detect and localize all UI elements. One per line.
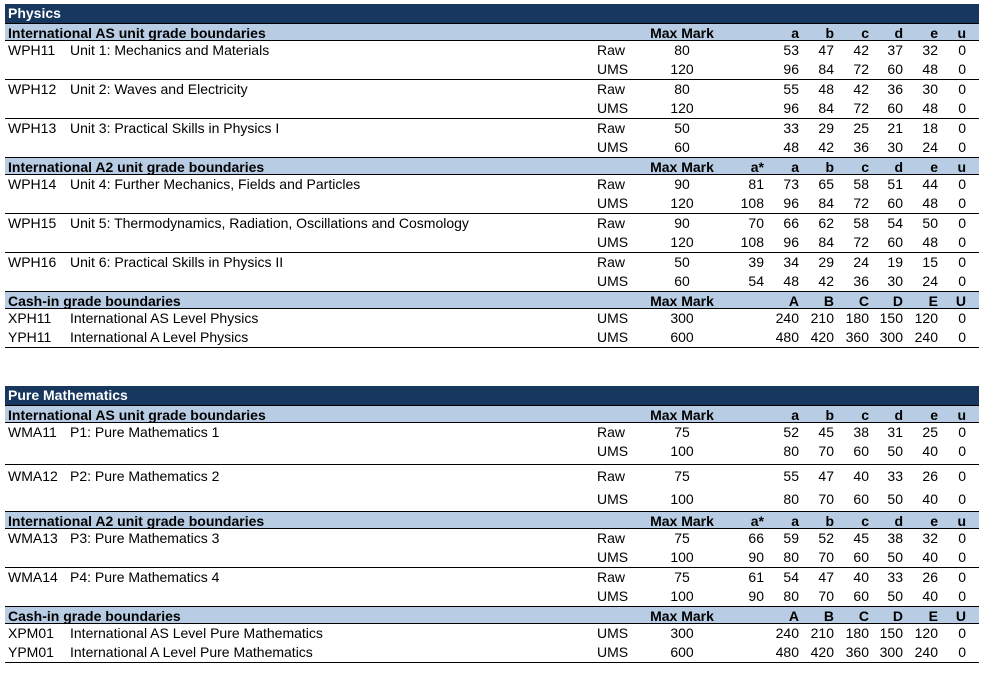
pure-mathematics-section bbox=[5, 386, 979, 663]
table-row: UMS 100 90 80 70 60 50 40 0 bbox=[5, 548, 979, 568]
section-title: Pure Mathematics bbox=[5, 386, 979, 405]
cash-in-header-row: Cash-in grade boundaries Max Mark A B C D E U bbox=[5, 291, 979, 309]
table-row: UMS 100 80 70 60 50 40 0 bbox=[5, 442, 979, 465]
as-header-row: International AS unit grade boundaries Max Mark a b c d e u bbox=[5, 23, 979, 41]
table-row: XPH11 International AS Level Physics UMS 300 240 210 180 150 120 0 bbox=[8, 310, 966, 326]
as-header-row: International AS unit grade boundaries Max Mark a b c d e u bbox=[5, 405, 979, 423]
table-row: UMS 100 80 70 60 50 40 0 bbox=[597, 491, 966, 507]
table-row: YPM01 International A Level Pure Mathematics UMS 600 480 420 360 300 240 0 bbox=[5, 643, 979, 663]
table-row: WPH12 Unit 2: Waves and Electricity Raw 80 55 48 42 36 30 0 bbox=[8, 81, 966, 97]
section-title: Physics bbox=[5, 4, 979, 23]
table-row: WMA14 P4: Pure Mathematics 4 Raw 75 61 54 47 40 33 26 0 bbox=[8, 569, 966, 585]
table-row: UMS 120 108 96 84 72 60 48 0 bbox=[5, 233, 979, 253]
table-row: UMS 60 48 42 36 30 24 0 bbox=[597, 139, 966, 155]
table-row: UMS 120 96 84 72 60 48 0 bbox=[5, 60, 979, 80]
table-row: UMS 100 90 80 70 60 50 40 0 bbox=[597, 588, 966, 604]
table-row: WMA11 P1: Pure Mathematics 1 Raw 75 52 45 38 31 25 0 bbox=[8, 424, 966, 440]
table-row: UMS 120 108 96 84 72 60 48 0 bbox=[5, 194, 979, 214]
table-row: WPH15 Unit 5: Thermodynamics, Radiation, Oscillations and Cosmology Raw 90 70 66 62 58 54 50 0 bbox=[8, 215, 966, 231]
physics-section bbox=[5, 4, 979, 348]
a2-header-row: International A2 unit grade boundaries Max Mark a* a b c d e u bbox=[5, 511, 979, 529]
table-row: WMA13 P3: Pure Mathematics 3 Raw 75 66 59 52 45 38 32 0 bbox=[8, 530, 966, 546]
table-row: WMA12 P2: Pure Mathematics 2 Raw 75 55 47 40 33 26 0 bbox=[8, 468, 966, 484]
table-row: WPH14 Unit 4: Further Mechanics, Fields and Particles Raw 90 81 73 65 58 51 44 0 bbox=[8, 176, 966, 192]
table-row: WPH13 Unit 3: Practical Skills in Physics I Raw 50 33 29 25 21 18 0 bbox=[8, 120, 966, 136]
table-row: YPH11 International A Level Physics UMS 600 480 420 360 300 240 0 bbox=[5, 328, 979, 348]
table-row: WPH11 Unit 1: Mechanics and Materials Raw 80 53 47 42 37 32 0 bbox=[8, 42, 966, 58]
table-row: XPM01 International AS Level Pure Mathematics UMS 300 240 210 180 150 120 0 bbox=[8, 625, 966, 641]
table-row: WPH16 Unit 6: Practical Skills in Physics II Raw 50 39 34 29 24 19 15 0 bbox=[8, 254, 966, 270]
a2-header-row: International A2 unit grade boundaries Max Mark a* a b c d e u bbox=[5, 157, 979, 175]
table-row: UMS 60 54 48 42 36 30 24 0 bbox=[597, 273, 966, 289]
table-row: UMS 120 96 84 72 60 48 0 bbox=[5, 99, 979, 119]
cash-in-header-row: Cash-in grade boundaries Max Mark A B C D E U bbox=[5, 606, 979, 624]
